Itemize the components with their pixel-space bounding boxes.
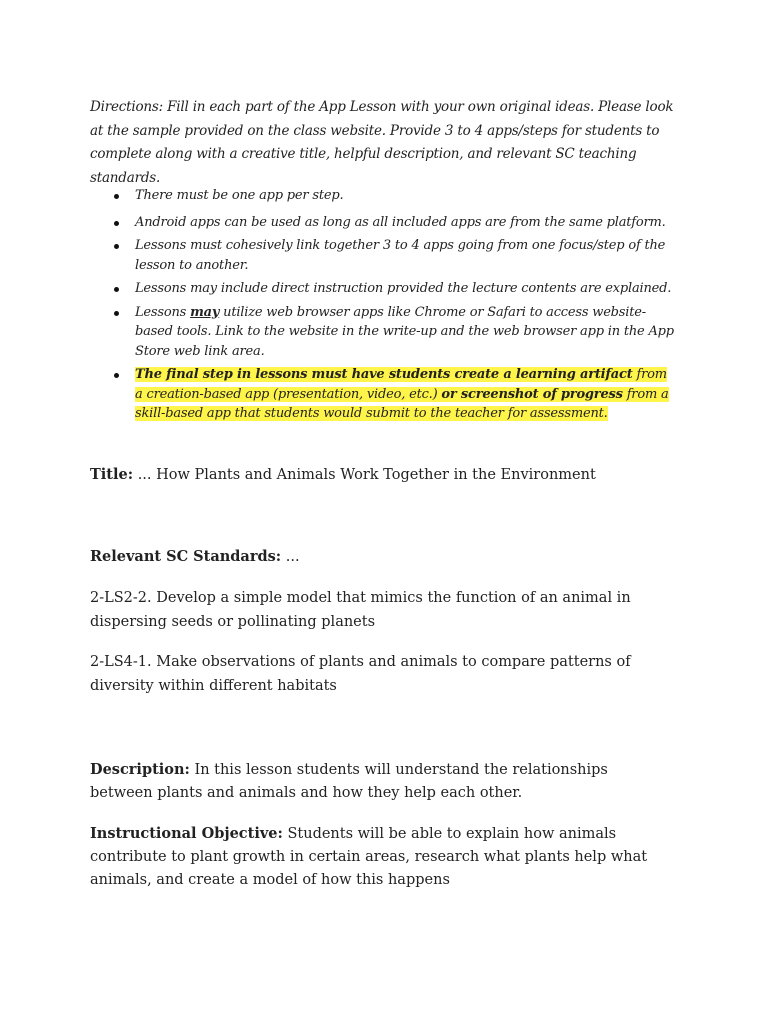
bold-screenshot-progress: or screenshot of progress xyxy=(441,386,623,402)
title-label: Title: xyxy=(90,466,134,483)
standard-item: 2-LS4-1. Make observations of plants and animals to compare patterns of diversity within different habitats xyxy=(90,654,631,694)
description-value: In this lesson students will understand the relationships between plants and animals and how they help each other. xyxy=(90,762,608,801)
rule-cohesive-link xyxy=(135,236,675,275)
standards-value: ... xyxy=(281,549,300,565)
highlighted-text xyxy=(135,367,669,421)
rule-text: from a skill-based app that students would submit to the teacher for assessment. xyxy=(135,386,669,421)
bold-learning-artifact: The final step in lessons must have students create a learning artifact xyxy=(135,367,633,382)
standards-label: Relevant SC Standards: xyxy=(90,548,282,565)
rule-emphasis-may: may xyxy=(190,304,220,320)
standards-field xyxy=(90,545,670,569)
rule-web-browser-apps xyxy=(135,303,675,362)
description-field xyxy=(90,758,670,805)
rules-list xyxy=(135,186,675,428)
objective-label: Instructional Objective: xyxy=(90,825,283,842)
rule-text-post: utilize web browser apps like Chrome or Safari to access website-based tools. Link to the website in the write-up and the web browser app in the App Store web link area. xyxy=(135,304,674,359)
rule-text: Android apps can be used as long as all included apps are from the same platform. xyxy=(135,214,666,230)
description-label: Description: xyxy=(90,761,190,778)
directions-paragraph: Directions: Fill in each part of the App Lesson with your own original ideas. Please look at the sample provided on the class website. Provide 3 to 4 apps/steps for students to complete along with a creative title, helpful description, and relevant SC teaching standards. xyxy=(90,99,674,186)
rule-final-step-highlighted xyxy=(135,365,675,424)
rule-android-apps xyxy=(135,213,675,233)
rule-one-app-per-step xyxy=(135,186,675,206)
title-field xyxy=(90,463,670,487)
objective-field xyxy=(90,822,670,892)
rule-text-pre: Lessons xyxy=(135,304,191,320)
title-value: ... How Plants and Animals Work Together in the Environment xyxy=(133,467,596,483)
rule-text: Lessons must cohesively link together 3 to 4 apps going from one focus/step of the lesson to another. xyxy=(135,238,666,273)
rule-text: There must be one app per step. xyxy=(135,188,344,203)
objective-value: Students will be able to explain how animals contribute to plant growth in certain areas, research what plants help what animals, and create a model of how this happens xyxy=(90,826,648,888)
rule-text: from a creation-based app (presentation, video, etc.) xyxy=(135,367,667,402)
standard-item: 2-LS2-2. Develop a simple model that mimics the function of an animal in dispersing seeds or pollinating planets xyxy=(90,590,631,630)
rule-direct-instruction xyxy=(135,279,675,299)
rule-text: Lessons may include direct instruction provided the lecture contents are explained. xyxy=(135,281,672,296)
